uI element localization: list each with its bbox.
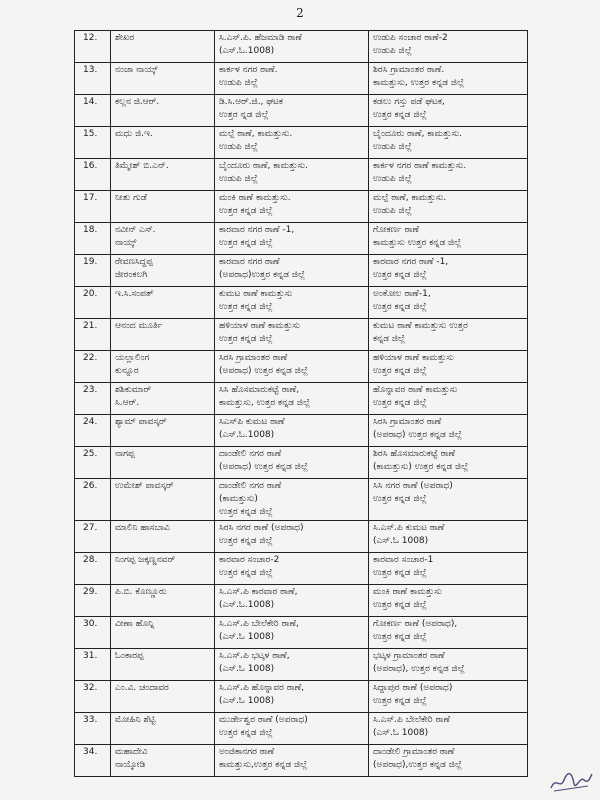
new-posting-cell bbox=[369, 31, 528, 63]
current-posting-line: ಉತ್ತರ ನ್ನಡ ಜಿಲ್ಲೆ bbox=[219, 110, 269, 120]
current-posting-line: ಬೈಂದೂರು ಠಾಣೆ, ಕಾಮತ್ತುಸು. bbox=[219, 161, 308, 171]
new-posting-line: ಕಡಲು ಗಸ್ತು ಪಡೆ ಘಟಕ, bbox=[373, 97, 445, 107]
new-posting-line: ಉತ್ತರ ಕನ್ನಡ ಜಿಲ್ಲೆ bbox=[373, 696, 427, 706]
new-posting-line: ಭಟ್ಕಳ ಗ್ರಾಮಾಂತರ ಠಾಣೆ bbox=[373, 651, 445, 661]
serial-number-cell: 18. bbox=[75, 223, 111, 255]
page-number: 2 bbox=[296, 6, 304, 20]
table-row bbox=[75, 127, 528, 159]
current-posting-line: (ಎಸ್.ಓ.1008) bbox=[219, 430, 275, 440]
employee-name-cell bbox=[111, 351, 215, 383]
employee-name-cell bbox=[111, 617, 215, 649]
new-posting-line: ಉತ್ತರ ಕನ್ನಡ ಜಿಲ್ಲೆ bbox=[373, 110, 427, 120]
new-posting-line: (ಅಪರಾಧ), ಉತ್ತರ ಕನ್ನಡ ಜಿಲ್ಲೆ bbox=[373, 664, 465, 674]
current-posting-line: ಕಾಮತ್ತುಸು,ಉತ್ತರ ಕನ್ನಡ ಜಿಲ್ಲೆ bbox=[219, 760, 308, 770]
new-posting-line: ಉಡುಪಿ ಜಿಲ್ಲೆ bbox=[373, 174, 412, 184]
current-posting-cell bbox=[215, 63, 369, 95]
serial-number-cell: 20. bbox=[75, 287, 111, 319]
current-posting-line: ಕುಮಟ ಠಾಣೆ ಕಾಮತ್ತುಸು bbox=[219, 289, 293, 299]
new-posting-cell bbox=[369, 649, 528, 681]
serial-number-cell: 23. bbox=[75, 383, 111, 415]
employee-name-line: ಶ್ಯಾಮ್ ಪಾವಸ್ಕರ್ bbox=[115, 417, 167, 427]
new-posting-line: ಕಾಮತ್ತುಸು ಉತ್ತರ ಕನ್ನಡ ಜಿಲ್ಲೆ bbox=[373, 238, 462, 248]
current-posting-cell bbox=[215, 255, 369, 287]
new-posting-line: ಬೈಂದೂರು ಠಾಣೆ, ಕಾಮತ್ತುಸು. bbox=[373, 129, 462, 139]
employee-name-line: ವೀಣಾ ಹೊನ್ನಿ bbox=[115, 619, 155, 629]
current-posting-line: ಉಡುಪಿ ಜಿಲ್ಲೆ bbox=[219, 142, 258, 152]
table-row bbox=[75, 649, 528, 681]
current-posting-line: (ಎಸ್.ಓ.1008) bbox=[219, 46, 275, 56]
new-posting-line: ಕಾರ್ಕಳ ನಗರ ಠಾಣೆ ಕಾಮತ್ತುಸು. bbox=[373, 161, 467, 171]
new-posting-line: ಸಿ.ಎಸ್.ಪಿ ಕುಮಟ ಠಾಣೆ bbox=[373, 523, 445, 533]
current-posting-cell bbox=[215, 585, 369, 617]
employee-name-line: ಕಲ್ಲನ ಜಿ.ಆರ್. bbox=[115, 97, 160, 107]
new-posting-line: ಉತ್ತರ ಕನ್ನಡ ಜಿಲ್ಲೆ bbox=[373, 632, 427, 642]
current-posting-line: ಉತ್ತರ ಕನ್ನಡ ಜಿಲ್ಲೆ bbox=[219, 507, 273, 517]
current-posting-line: ಕಾಮತ್ತುಸು, ಉತ್ತರ ಕನ್ನಡ ಜಿಲ್ಲೆ bbox=[219, 398, 311, 408]
new-posting-cell bbox=[369, 255, 528, 287]
employee-name-line: ಓಂಕಾರಪ್ಪ bbox=[115, 651, 144, 661]
current-posting-line: ಸಿ.ಎಸ್.ಪಿ ಕಾರವಾರ ಠಾಣೆ, bbox=[219, 587, 298, 597]
new-posting-line: ಉಡುಪಿ ಸಂಚಾರ ಠಾಣೆ-2 bbox=[373, 33, 448, 43]
new-posting-line: ಕುಮಟ ಠಾಣೆ ಕಾಮತ್ತುಸು ಉತ್ತರ bbox=[373, 321, 468, 331]
current-posting-line: (ಎಸ್.ಓ 1008) bbox=[219, 664, 275, 674]
new-posting-cell bbox=[369, 479, 528, 521]
current-posting-line: ಉತ್ತರ ಕನ್ನಡ ಜಿಲ್ಲೆ bbox=[219, 728, 273, 738]
table-row bbox=[75, 479, 528, 521]
current-posting-line: ಮುರ್ಡೇಶ್ವರ ಠಾಣೆ (ಅಪರಾಧ) bbox=[219, 715, 308, 725]
current-posting-cell bbox=[215, 447, 369, 479]
current-posting-line: ಕಾರ್ಕಳ ನಗರ ಠಾಣೆ. bbox=[219, 65, 278, 75]
new-posting-line: ಉಡುಪಿ ಜಿಲ್ಲೆ bbox=[373, 46, 412, 56]
current-posting-cell bbox=[215, 351, 369, 383]
current-posting-line: ಉತ್ತರ ಕನ್ನಡ ಜಿಲ್ಲೆ bbox=[219, 206, 273, 216]
employee-name-line: ನಾಗಪ್ಪ bbox=[115, 449, 135, 459]
employee-name-cell bbox=[111, 447, 215, 479]
transfer-table bbox=[74, 30, 528, 777]
serial-number-cell: 16. bbox=[75, 159, 111, 191]
employee-name-cell bbox=[111, 415, 215, 447]
new-posting-line: ಉತ್ತರ ಕನ್ನಡ ಜಿಲ್ಲೆ bbox=[373, 366, 427, 376]
current-posting-cell bbox=[215, 521, 369, 553]
current-posting-cell bbox=[215, 617, 369, 649]
current-posting-cell bbox=[215, 479, 369, 521]
employee-name-cell bbox=[111, 745, 215, 777]
employee-name-cell bbox=[111, 681, 215, 713]
employee-name-cell bbox=[111, 191, 215, 223]
serial-number-cell: 17. bbox=[75, 191, 111, 223]
new-posting-line: (ಅಪರಾಧ) ಉತ್ತರ ಕನ್ನಡ ಜಿಲ್ಲೆ bbox=[373, 430, 463, 440]
table-row bbox=[75, 553, 528, 585]
new-posting-line: ಸಿ.ಎಸ್.ಪಿ ಬೇಲೆಕೇರಿ ಠಾಣೆ bbox=[373, 715, 450, 725]
current-posting-line: ಕಾರವಾರ ಸಂಚಾರ-2 bbox=[219, 555, 280, 565]
serial-number-cell: 22. bbox=[75, 351, 111, 383]
new-posting-cell bbox=[369, 553, 528, 585]
employee-name-cell bbox=[111, 521, 215, 553]
current-posting-line: (ಅಪರಾಧ) ಉತ್ತರ ಕನ್ನಡ ಜಿಲ್ಲೆ bbox=[219, 366, 309, 376]
current-posting-cell bbox=[215, 713, 369, 745]
current-posting-line: ಕಾರವಾರ ನಗರ ಠಾಣೆ bbox=[219, 257, 280, 267]
employee-name-cell bbox=[111, 95, 215, 127]
new-posting-cell bbox=[369, 745, 528, 777]
current-posting-line: ಮಲ್ಪೆ ಠಾಣೆ, ಕಾಮತ್ತುಸು. bbox=[219, 129, 293, 139]
current-posting-cell bbox=[215, 319, 369, 351]
employee-name-line: ರೇವಣಸಿದ್ದಪ್ಪ bbox=[115, 257, 153, 267]
serial-number-cell: 14. bbox=[75, 95, 111, 127]
new-posting-line: ಗೋಕರ್ಣ ಠಾಣೆ bbox=[373, 225, 420, 235]
serial-number-cell: 25. bbox=[75, 447, 111, 479]
table-row bbox=[75, 617, 528, 649]
serial-number-cell: 12. bbox=[75, 31, 111, 63]
serial-number-cell: 15. bbox=[75, 127, 111, 159]
new-posting-line: (ಎಸ್.ಓ 1008) bbox=[373, 728, 429, 738]
table-row bbox=[75, 63, 528, 95]
transfer-table-wrapper bbox=[74, 30, 527, 777]
new-posting-cell bbox=[369, 287, 528, 319]
employee-name-line: ಮಾಲಿನಿ ಹಾಸಬಾವಿ bbox=[115, 523, 170, 533]
new-posting-cell bbox=[369, 127, 528, 159]
current-posting-line: ಉಡುಪಿ ಜಿಲ್ಲೆ bbox=[219, 78, 258, 88]
employee-name-line: ಮೋಹಿನಿ ಶೆಟ್ಟಿ bbox=[115, 715, 156, 725]
current-posting-cell bbox=[215, 649, 369, 681]
table-row bbox=[75, 681, 528, 713]
new-posting-line: ಕಾರವಾರ ಸಂಚಾರ-1 bbox=[373, 555, 434, 565]
new-posting-line: ಶಿರಸಿ ಹೊಸಮಾರುಕಟ್ಟೆ ಠಾಣೆ bbox=[373, 449, 456, 459]
serial-number-cell: 27. bbox=[75, 521, 111, 553]
current-posting-line: ಉತ್ತರ ಕನ್ನಡ ಜಿಲ್ಲೆ bbox=[219, 568, 273, 578]
current-posting-line: (ಅಪರಾಧ)ಉತ್ತರ ಕನ್ನಡ ಜಿಲ್ಲೆ bbox=[219, 270, 306, 280]
employee-name-line: ಯಲ್ಲಾಲಿಂಗ bbox=[115, 353, 150, 363]
new-posting-line: ಉತ್ತರ ಕನ್ನಡ ಜಿಲ್ಲೆ bbox=[373, 270, 427, 280]
employee-name-cell bbox=[111, 159, 215, 191]
employee-name-cell bbox=[111, 63, 215, 95]
serial-number-cell: 31. bbox=[75, 649, 111, 681]
new-posting-line: ಮಂಕಿ ಠಾಣೆ ಕಾಮತ್ತುಸು bbox=[373, 587, 442, 597]
current-posting-cell bbox=[215, 553, 369, 585]
employee-name-line: ಶಶಿಕುಮಾರ್ bbox=[115, 385, 152, 395]
new-posting-line: ಕಾರವಾರ ನಗರ ಠಾಣೆ -1, bbox=[373, 257, 449, 267]
employee-name-line: ಸಿ.ಆರ್. bbox=[115, 398, 140, 408]
serial-number-cell: 13. bbox=[75, 63, 111, 95]
new-posting-cell bbox=[369, 63, 528, 95]
current-posting-cell bbox=[215, 383, 369, 415]
new-posting-line: (ಕಾಮತ್ತುಸು) ಉತ್ತರ ಕನ್ನಡ ಜಿಲ್ಲೆ bbox=[373, 462, 469, 472]
new-posting-line: ಗೋಕರ್ಣ ಠಾಣೆ (ಅಪರಾಧ), bbox=[373, 619, 458, 629]
current-posting-line: ಉತ್ತರ ಕನ್ನಡ ಜಿಲ್ಲೆ bbox=[219, 334, 273, 344]
employee-name-line: ನಿಂಗಪ್ಪ ಜಕ್ಕಣ್ಣನವರ್ bbox=[115, 555, 176, 565]
employee-name-line: ಮಧು ಜಿ.ಇ. bbox=[115, 129, 153, 139]
new-posting-cell bbox=[369, 383, 528, 415]
table-row bbox=[75, 223, 528, 255]
signature-mark bbox=[548, 768, 594, 794]
employee-name-cell bbox=[111, 713, 215, 745]
current-posting-line: ದಾಂಡೇಲಿ ನಗರ ಠಾಣೆ bbox=[219, 449, 282, 459]
employee-name-line: ನಾಯ್ಕೋಡಿ bbox=[115, 760, 146, 770]
new-posting-cell bbox=[369, 319, 528, 351]
table-row bbox=[75, 521, 528, 553]
current-posting-cell bbox=[215, 95, 369, 127]
new-posting-line: ಕನ್ನಡ ಜಿಲ್ಲೆ bbox=[373, 334, 406, 344]
table-row bbox=[75, 191, 528, 223]
current-posting-cell bbox=[215, 31, 369, 63]
current-posting-line: ಉತ್ತರ ಕನ್ನಡ ಜಿಲ್ಲೆ bbox=[219, 536, 273, 546]
employee-name-cell bbox=[111, 255, 215, 287]
current-posting-line: (ಎಸ್.ಓ 1008) bbox=[219, 696, 275, 706]
new-posting-line: ಉತ್ತರ ಕನ್ನಡ ಜಿಲ್ಲೆ bbox=[373, 398, 427, 408]
serial-number-cell: 30. bbox=[75, 617, 111, 649]
employee-name-line: ಕುನ್ನೂರ bbox=[115, 366, 139, 376]
new-posting-line: ಉಡುಪಿ ಜಿಲ್ಲೆ bbox=[373, 206, 412, 216]
employee-name-line: ಎಂ.ವಿ. ಚಂದಾವರ bbox=[115, 683, 169, 693]
employee-name-line: ನೀತು ಗುಡೆ bbox=[115, 193, 147, 203]
new-posting-line: ಮಲ್ಪೆ ಠಾಣೆ, ಕಾಮತ್ತುಸು. bbox=[373, 193, 447, 203]
employee-name-line: ನವೀನ್ ಎಸ್. bbox=[115, 225, 156, 235]
employee-name-line: ಪಿ.ಬಿ. ಕೊಣ್ಣೂರು bbox=[115, 587, 167, 597]
table-row bbox=[75, 383, 528, 415]
employee-name-cell bbox=[111, 223, 215, 255]
current-posting-line: ಉತ್ತರ ಕನ್ನಡ ಜಿಲ್ಲೆ bbox=[219, 302, 273, 312]
serial-number-cell: 32. bbox=[75, 681, 111, 713]
current-posting-line: ಸಿರಸಿ ಗ್ರಾಮಾಂತರ ಠಾಣೆ bbox=[219, 353, 288, 363]
serial-number-cell: 28. bbox=[75, 553, 111, 585]
new-posting-cell bbox=[369, 191, 528, 223]
table-row bbox=[75, 159, 528, 191]
current-posting-cell bbox=[215, 223, 369, 255]
table-row bbox=[75, 31, 528, 63]
employee-name-cell bbox=[111, 319, 215, 351]
new-posting-line: ಶಿರಸಿ ಗ್ರಾಮಾಂತರ ಠಾಣೆ. bbox=[373, 65, 445, 75]
new-posting-line: ಕಾಮತ್ತುಸು, ಉತ್ತರ ಕನ್ನಡ ಜಿಲ್ಲೆ bbox=[373, 78, 465, 88]
current-posting-line: ಅಂಜಿಕಾನಗರ ಠಾಣೆ bbox=[219, 747, 275, 757]
current-posting-cell bbox=[215, 191, 369, 223]
current-posting-line: ಉಡುಪಿ ಜಿಲ್ಲೆ bbox=[219, 174, 258, 184]
table-row bbox=[75, 585, 528, 617]
employee-name-line: ಮಹಾದೇವಿ bbox=[115, 747, 148, 757]
serial-number-cell: 33. bbox=[75, 713, 111, 745]
employee-name-line: ಆನಂದ ಮೂರ್ತಿ bbox=[115, 321, 163, 331]
new-posting-cell bbox=[369, 713, 528, 745]
new-posting-line: ಉಡುಪಿ ಜಿಲ್ಲೆ bbox=[373, 142, 412, 152]
current-posting-line: ಸಿ.ಎಸ್.ಪಿ. ಹೆಜಮಾಡಿ ಠಾಣೆ bbox=[219, 33, 302, 43]
new-posting-cell bbox=[369, 223, 528, 255]
employee-name-cell bbox=[111, 553, 215, 585]
employee-name-line: ಇ.ಸಿ.ಸಂಪತ್ bbox=[115, 289, 154, 299]
new-posting-cell bbox=[369, 585, 528, 617]
table-row bbox=[75, 255, 528, 287]
current-posting-line: ಕಾರವಾರ ನಗರ ಠಾಣೆ -1, bbox=[219, 225, 295, 235]
serial-number-cell: 29. bbox=[75, 585, 111, 617]
current-posting-line: ಸಿಎಸ್‌ಪಿ ಕುಮಟ ಠಾಣೆ bbox=[219, 417, 285, 427]
current-posting-line: ಸಿಸಿ ಹೊಸಮಾರುಕಟ್ಟೆ ಠಾಣೆ, bbox=[219, 385, 300, 395]
employee-name-cell bbox=[111, 649, 215, 681]
serial-number-cell: 34. bbox=[75, 745, 111, 777]
current-posting-line: ಹಳಿಯಾಳ ಠಾಣೆ ಕಾಮತ್ತುಸು bbox=[219, 321, 300, 331]
table-row bbox=[75, 351, 528, 383]
new-posting-line: (ಅಪರಾಧ),ಉತ್ತರ ಕನ್ನಡ ಜಿಲ್ಲೆ bbox=[373, 760, 463, 770]
current-posting-line: ದಾಂಡೇಲಿ ನಗರ ಠಾಣೆ bbox=[219, 481, 282, 491]
employee-name-cell bbox=[111, 127, 215, 159]
new-posting-line: ಉತ್ತರ ಕನ್ನಡ ಜಿಲ್ಲೆ bbox=[373, 302, 427, 312]
new-posting-line: ಅಂಕೋಲ ಠಾಣೆ-1, bbox=[373, 289, 431, 299]
new-posting-line: (ಎಸ್.ಓ 1008) bbox=[373, 536, 429, 546]
employee-name-line: ಜೀರಂಕಲಗಿ bbox=[115, 270, 148, 280]
new-posting-cell bbox=[369, 351, 528, 383]
current-posting-line: (ಎಸ್.ಓ.1008) bbox=[219, 600, 275, 610]
table-body bbox=[75, 31, 528, 777]
employee-name-cell bbox=[111, 479, 215, 521]
current-posting-line: ಡಿ.ಸಿ.ಆರ್.ಜಿ., ಘಟಕ bbox=[219, 97, 283, 107]
employee-name-line: ತಿಮ್ಮೇಶ್ ಬಿ.ಎನ್. bbox=[115, 161, 169, 171]
current-posting-cell bbox=[215, 287, 369, 319]
table-row bbox=[75, 713, 528, 745]
current-posting-line: (ಕಾಮತ್ತುಸು) bbox=[219, 494, 258, 504]
employee-name-cell bbox=[111, 585, 215, 617]
new-posting-cell bbox=[369, 415, 528, 447]
employee-name-cell bbox=[111, 31, 215, 63]
current-posting-cell bbox=[215, 127, 369, 159]
current-posting-line: ಸಿ.ಎಸ್.ಪಿ ಭಟ್ಕಳ ಠಾಣೆ, bbox=[219, 651, 290, 661]
employee-name-line: ನಾಯ್ಕ್ bbox=[115, 238, 137, 248]
new-posting-line: ಸಿದ್ದಾಪುರ ಠಾಣೆ (ಅಪರಾಧ) bbox=[373, 683, 453, 693]
new-posting-cell bbox=[369, 521, 528, 553]
new-posting-line: ಹಳಿಯಾಳ ಠಾಣೆ ಕಾಮತ್ತುಸು bbox=[373, 353, 454, 363]
new-posting-cell bbox=[369, 617, 528, 649]
current-posting-line: ಸಿ.ಎಸ್.ಪಿ ಬೇಲೆಕೇರಿ ಠಾಣೆ, bbox=[219, 619, 299, 629]
table-row bbox=[75, 95, 528, 127]
serial-number-cell: 24. bbox=[75, 415, 111, 447]
new-posting-line: ಸಿಸಿ ನಗರ ಠಾಣೆ (ಅಪರಾಧ) bbox=[373, 481, 453, 491]
new-posting-cell bbox=[369, 159, 528, 191]
new-posting-line: ಉತ್ತರ ಕನ್ನಡ ಜಿಲ್ಲೆ bbox=[373, 494, 427, 504]
new-posting-cell bbox=[369, 447, 528, 479]
current-posting-line: ಉತ್ತರ ಕನ್ನಡ ಜಿಲ್ಲೆ bbox=[219, 238, 273, 248]
new-posting-line: ಉತ್ತರ ಕನ್ನಡ ಜಿಲ್ಲೆ bbox=[373, 568, 427, 578]
table-row bbox=[75, 319, 528, 351]
current-posting-line: ಸಿ.ಎಸ್.ಪಿ ಹೊನ್ನಾವರ ಠಾಣೆ, bbox=[219, 683, 305, 693]
new-posting-line: ದಾಂಡೇಲಿ ಗ್ರಾಮಾಂತರ ಠಾಣೆ bbox=[373, 747, 455, 757]
employee-name-cell bbox=[111, 287, 215, 319]
new-posting-cell bbox=[369, 95, 528, 127]
serial-number-cell: 19. bbox=[75, 255, 111, 287]
table-row bbox=[75, 745, 528, 777]
current-posting-line: (ಎಸ್.ಓ 1008) bbox=[219, 632, 275, 642]
new-posting-line: ಹೊನ್ನಾವರ ಠಾಣೆ ಕಾಮತ್ತುಸು bbox=[373, 385, 458, 395]
new-posting-cell bbox=[369, 681, 528, 713]
employee-name-cell bbox=[111, 383, 215, 415]
table-row bbox=[75, 287, 528, 319]
serial-number-cell: 26. bbox=[75, 479, 111, 521]
table-row bbox=[75, 415, 528, 447]
serial-number-cell: 21. bbox=[75, 319, 111, 351]
current-posting-cell bbox=[215, 159, 369, 191]
current-posting-cell bbox=[215, 681, 369, 713]
new-posting-line: ಉತ್ತರ ಕನ್ನಡ ಜಿಲ್ಲೆ bbox=[373, 600, 427, 610]
current-posting-line: ಸಿರಸಿ ನಗರ ಠಾಣೆ (ಅಪರಾಧ) bbox=[219, 523, 304, 533]
current-posting-cell bbox=[215, 745, 369, 777]
employee-name-line: ಶೇಖರ bbox=[115, 33, 135, 43]
employee-name-line: ಉಮೇಶ್ ಪಾವಸ್ಕರ್ bbox=[115, 481, 174, 491]
current-posting-line: (ಅಪರಾಧ) ಉತ್ತರ ಕನ್ನಡ ಜಿಲ್ಲೆ bbox=[219, 462, 309, 472]
current-posting-line: ಮಂಕಿ ಠಾಣೆ ಕಾಮತ್ತುಸು. bbox=[219, 193, 291, 203]
table-row bbox=[75, 447, 528, 479]
new-posting-line: ಸಿರಸಿ ಗ್ರಾಮಾಂತರ ಠಾಣೆ bbox=[373, 417, 442, 427]
employee-name-line: ನಂಜಾ ನಾಯ್ಕ್ bbox=[115, 65, 158, 75]
current-posting-cell bbox=[215, 415, 369, 447]
